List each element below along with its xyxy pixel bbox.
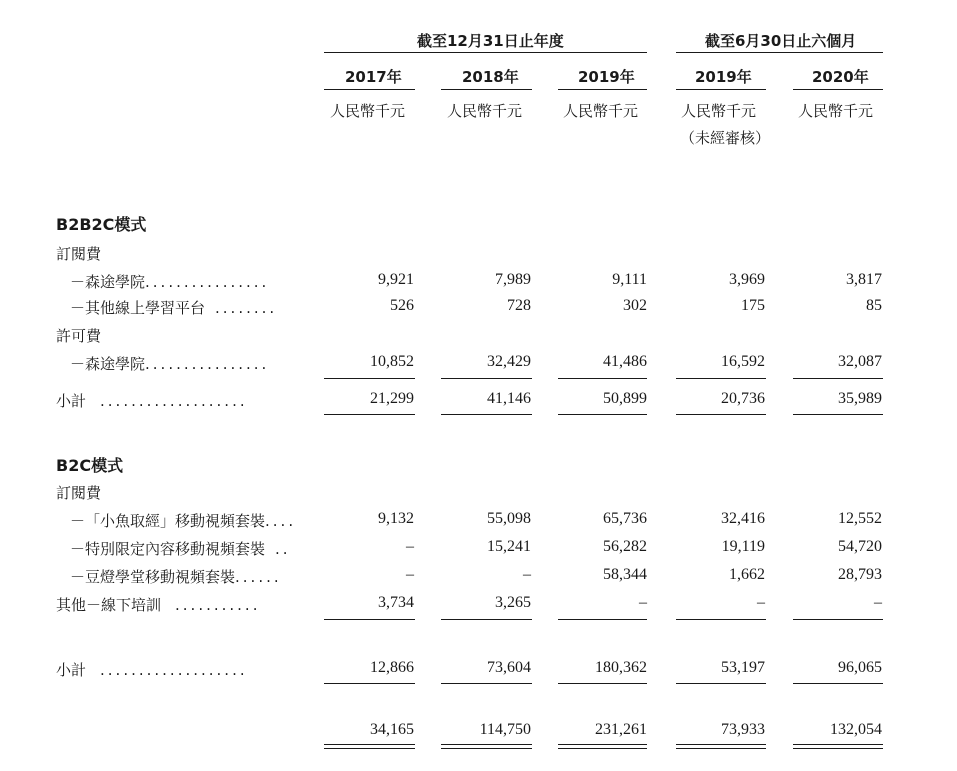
table-cell: 3,265 [495,594,531,611]
subtotal-rule [324,619,415,620]
subtotal-rule [676,619,766,620]
subtotal-cell: 20,736 [721,390,765,407]
table-cell: 175 [741,297,765,314]
subsection-subscription-fee: 訂閱費 [56,245,102,263]
subtotal-bottom-rule [441,414,532,415]
subtotal-rule [793,619,883,620]
header-unit: 人民幣千元 [330,102,406,120]
subtotal-bottom-rule [324,683,415,684]
subsection-license-fee: 許可費 [56,327,102,345]
subtotal-cell: 35,989 [838,390,882,407]
header-year-rule [676,89,766,90]
header-unit: 人民幣千元 [563,102,639,120]
table-cell: – [874,594,882,611]
subtotal-rule [441,378,532,379]
subtotal-rule [558,378,647,379]
table-cell: 65,736 [603,510,647,527]
header-year-rule [558,89,647,90]
subtotal-rule [793,378,883,379]
subtotal-cell: 21,299 [370,390,414,407]
header-group-rule-1 [324,52,647,53]
total-cell: 34,165 [370,721,414,738]
table-cell: 1,662 [729,566,765,583]
table-cell: 3,817 [846,271,882,288]
table-cell: 55,098 [487,510,531,527]
table-cell: 58,344 [603,566,647,583]
table-cell: 16,592 [721,353,765,370]
table-cell: 32,087 [838,353,882,370]
subtotal-bottom-rule [793,414,883,415]
header-year-2020-half: 2020年 [812,68,869,86]
section-title-b2b2c: B2B2C模式 [56,215,147,234]
subtotal-bottom-rule [324,414,415,415]
header-group-six-months: 截至6月30日止六個月 [705,32,857,50]
table-cell: 526 [390,297,414,314]
header-year-2018: 2018年 [462,68,519,86]
total-double-rule [324,744,415,749]
table-cell: – [639,594,647,611]
table-cell: 10,852 [370,353,414,370]
subtotal-bottom-rule [676,414,766,415]
table-cell: 32,416 [721,510,765,527]
header-unaudited-note: （未經審核） [680,129,771,147]
table-cell: 32,429 [487,353,531,370]
subtotal-rule [676,378,766,379]
table-cell: 41,486 [603,353,647,370]
total-double-rule [558,744,647,749]
table-cell: 12,552 [838,510,882,527]
header-unit: 人民幣千元 [447,102,523,120]
header-group-rule-2 [676,52,883,53]
subtotal-cell: 53,197 [721,659,765,676]
subtotal-bottom-rule [441,683,532,684]
subtotal-rule [558,619,647,620]
table-cell: 9,921 [378,271,414,288]
subtotal-bottom-rule [793,683,883,684]
row-label: －特別限定內容移動視頻套裝 .. [70,540,291,558]
total-cell: 132,054 [830,721,882,738]
header-year-2019-half: 2019年 [695,68,752,86]
subtotal-cell: 96,065 [838,659,882,676]
table-cell: 7,989 [495,271,531,288]
header-year-rule [441,89,532,90]
total-double-rule [441,744,532,749]
subtotal-bottom-rule [558,414,647,415]
subtotal-cell: 180,362 [595,659,647,676]
subtotal-cell: 50,899 [603,390,647,407]
table-cell: 85 [866,297,882,314]
subtotal-cell: 73,604 [487,659,531,676]
row-label: －其他線上學習平台 ........ [70,299,278,317]
header-year-2017: 2017年 [345,68,402,86]
total-double-rule [676,744,766,749]
row-label: －森途學院................ [70,273,270,291]
subtotal-cell: 41,146 [487,390,531,407]
subtotal-bottom-rule [676,683,766,684]
subtotal-bottom-rule [558,683,647,684]
subtotal-rule [324,378,415,379]
table-cell: 9,111 [612,271,647,288]
header-year-rule [324,89,415,90]
table-cell: 302 [623,297,647,314]
subsection-subscription-fee: 訂閱費 [56,484,102,502]
total-cell: 114,750 [479,721,531,738]
total-double-rule [793,744,883,749]
row-label: －「小魚取經」移動視頻套裝.... [70,512,297,530]
table-cell: 54,720 [838,538,882,555]
header-group-year-ended: 截至12月31日止年度 [417,32,564,50]
row-label: －森途學院................ [70,355,270,373]
table-cell: – [757,594,765,611]
header-year-2019: 2019年 [578,68,635,86]
table-cell: – [406,566,414,583]
table-cell: – [406,538,414,555]
table-cell: 15,241 [487,538,531,555]
total-cell: 231,261 [595,721,647,738]
row-label: －豆燈學堂移動視頻套裝...... [70,568,282,586]
total-cell: 73,933 [721,721,765,738]
header-unit: 人民幣千元 [798,102,874,120]
row-label: 其他－線下培訓 ........... [56,596,261,614]
subtotal-cell: 12,866 [370,659,414,676]
table-cell: 28,793 [838,566,882,583]
table-cell: 728 [507,297,531,314]
header-unit: 人民幣千元 [681,102,757,120]
table-cell: – [523,566,531,583]
header-year-rule [793,89,883,90]
table-cell: 19,119 [721,538,765,555]
table-cell: 56,282 [603,538,647,555]
subtotal-label: 小計 ................... [56,392,248,410]
table-cell: 9,132 [378,510,414,527]
subtotal-rule [441,619,532,620]
section-title-b2c: B2C模式 [56,456,124,475]
table-cell: 3,969 [729,271,765,288]
subtotal-label: 小計 ................... [56,661,248,679]
table-cell: 3,734 [378,594,414,611]
